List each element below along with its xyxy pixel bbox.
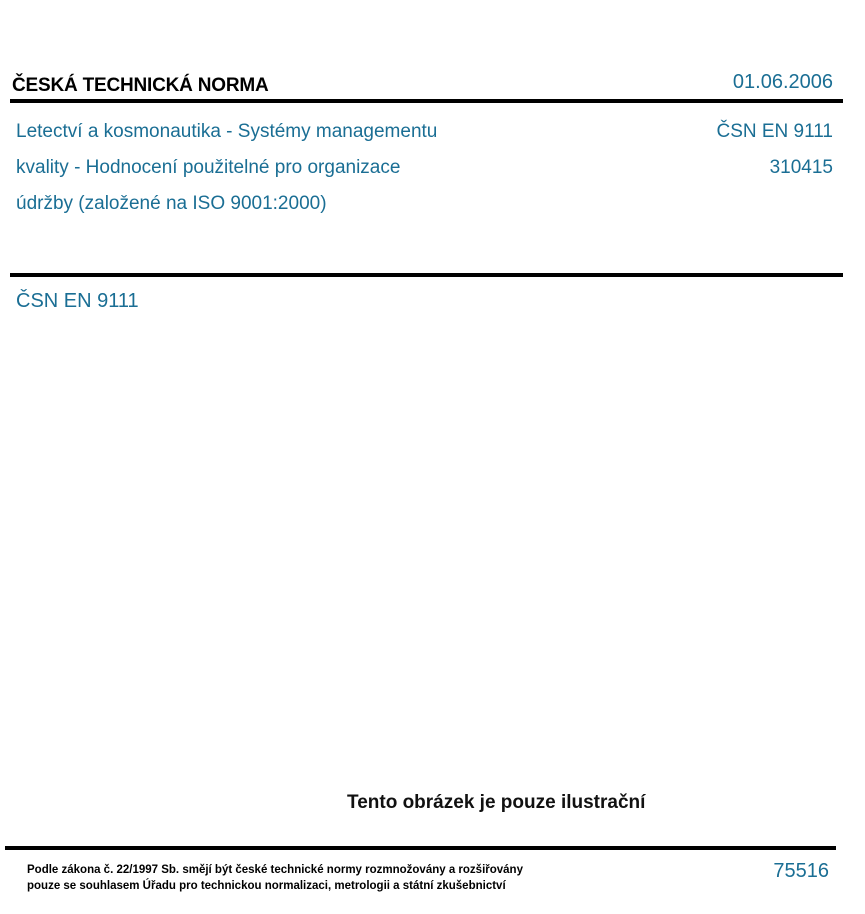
- legal-notice-line-1: Podle zákona č. 22/1997 Sb. smějí být české technické normy rozmnožovány a rozšiřovány: [27, 864, 523, 876]
- legal-notice-line-2: pouze se souhlasem Úřadu pro technickou normalizaci, metrologii a státní zkušebnictví: [27, 880, 506, 892]
- document-type-heading: ČESKÁ TECHNICKÁ NORMA: [12, 75, 269, 96]
- legal-notice: [27, 862, 523, 894]
- standard-designation: ČSN EN 9111: [716, 121, 833, 142]
- standard-codes: [716, 114, 833, 186]
- standard-title: [16, 114, 516, 222]
- header-divider: [10, 99, 843, 103]
- catalog-number: 75516: [773, 860, 829, 882]
- section-standard-code: ČSN EN 9111: [16, 290, 139, 312]
- standard-title-line-1: Letectví a kosmonautika - Systémy managementu: [16, 121, 438, 142]
- standard-title-line-3: údržby (založené na ISO 9001:2000): [16, 193, 327, 214]
- effective-date: 01.06.2006: [732, 71, 833, 93]
- footer-divider: [5, 846, 836, 850]
- title-divider: [10, 273, 843, 277]
- classification-code: 310415: [769, 157, 833, 178]
- illustration-notice: Tento obrázek je pouze ilustrační: [347, 792, 646, 813]
- standard-title-line-2: kvality - Hodnocení použitelné pro organizace: [16, 157, 401, 178]
